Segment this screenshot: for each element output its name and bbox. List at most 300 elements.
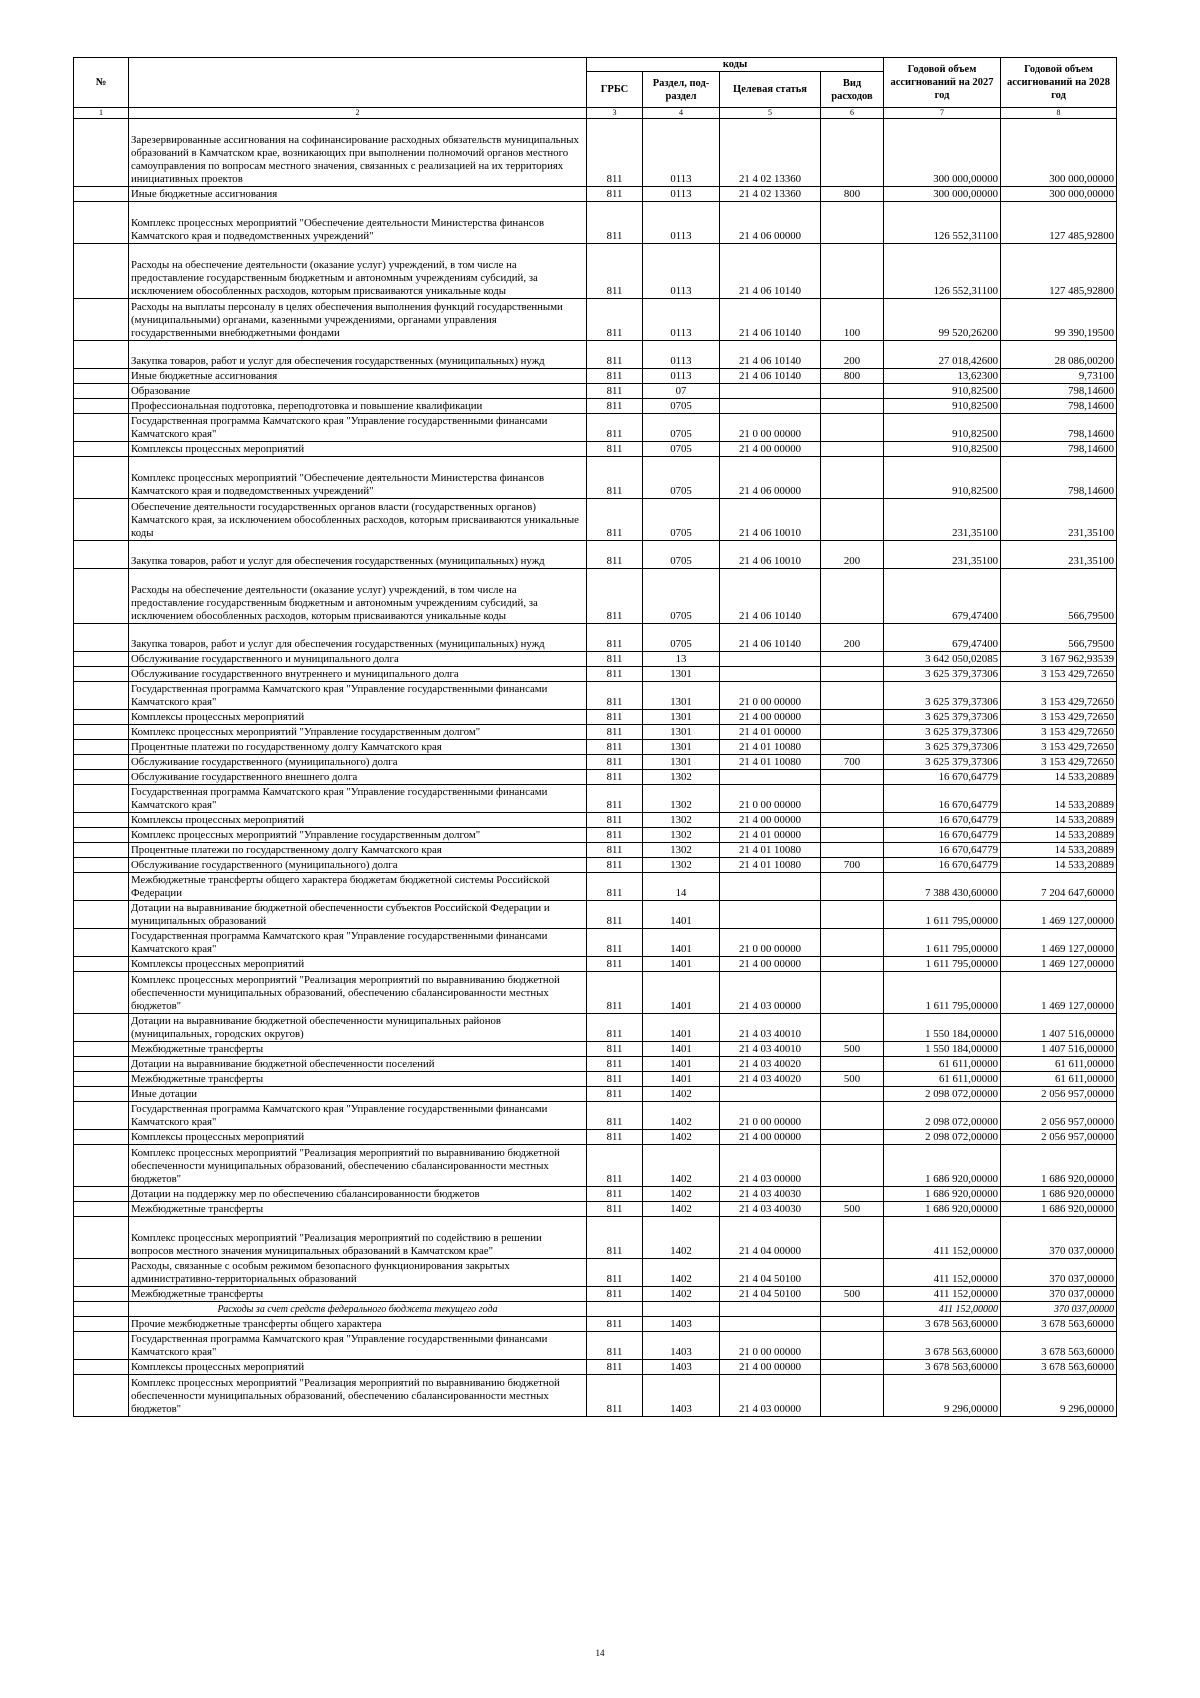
row-number-cell (74, 770, 129, 785)
amount-2028: 1 469 127,00000 (1001, 957, 1117, 972)
amount-2027: 3 625 379,37306 (884, 755, 1001, 770)
section-code (643, 1302, 720, 1317)
section-code: 1402 (643, 1102, 720, 1130)
amount-2028: 3 153 429,72650 (1001, 725, 1117, 740)
amount-2027: 126 552,31100 (884, 244, 1001, 299)
table-row (74, 457, 1117, 499)
target-article: 21 4 06 10140 (720, 341, 821, 369)
item-name: Межбюджетные трансферты (129, 1202, 587, 1217)
grbs-code: 811 (587, 785, 643, 813)
row-number-cell (74, 1087, 129, 1102)
expense-type (821, 569, 884, 624)
row-number-cell (74, 1302, 129, 1317)
target-article: 21 4 04 50100 (720, 1287, 821, 1302)
grbs-code: 811 (587, 299, 643, 341)
section-code: 1402 (643, 1187, 720, 1202)
row-number-cell (74, 785, 129, 813)
amount-2028: 14 533,20889 (1001, 828, 1117, 843)
item-name: Комплекс процессных мероприятий "Обеспечение деятельности Министерства финансов Камчатского края и подведомственных учреждений" (129, 457, 587, 499)
expense-type: 800 (821, 369, 884, 384)
row-number-cell (74, 187, 129, 202)
table-row (74, 740, 1117, 755)
row-number-cell (74, 414, 129, 442)
target-article (720, 667, 821, 682)
table-row (74, 682, 1117, 710)
header-vid: Вид расходов (821, 72, 884, 108)
grbs-code: 811 (587, 399, 643, 414)
section-code: 1402 (643, 1287, 720, 1302)
row-number-cell (74, 341, 129, 369)
item-name: Расходы на выплаты персоналу в целях обеспечения выполнения функций государственными (муниципальными) органами, казенными учреждениями, органами управления государственными внебюджетными фондами (129, 299, 587, 341)
amount-2027: 3 625 379,37306 (884, 682, 1001, 710)
amount-2027: 3 625 379,37306 (884, 740, 1001, 755)
expense-type (821, 873, 884, 901)
amount-2027: 1 550 184,00000 (884, 1042, 1001, 1057)
col-index: 1 (74, 108, 129, 119)
expense-type (821, 244, 884, 299)
section-code: 0113 (643, 369, 720, 384)
table-row (74, 710, 1117, 725)
item-name: Межбюджетные трансферты общего характера бюджетам бюджетной системы Российской Федерации (129, 873, 587, 901)
item-name: Дотации на выравнивание бюджетной обеспеченности поселений (129, 1057, 587, 1072)
row-number-cell (74, 499, 129, 541)
row-number-cell (74, 1057, 129, 1072)
grbs-code: 811 (587, 1057, 643, 1072)
expense-type (821, 442, 884, 457)
table-row (74, 972, 1117, 1014)
item-name: Государственная программа Камчатского края "Управление государственными финансами Камчатского края" (129, 682, 587, 710)
item-name: Закупка товаров, работ и услуг для обеспечения государственных (муниципальных) нужд (129, 624, 587, 652)
amount-2027: 27 018,42600 (884, 341, 1001, 369)
target-article: 21 4 03 00000 (720, 972, 821, 1014)
amount-2027: 16 670,64779 (884, 785, 1001, 813)
row-number-cell (74, 1187, 129, 1202)
target-article: 21 0 00 00000 (720, 785, 821, 813)
table-row (74, 399, 1117, 414)
target-article: 21 4 01 10080 (720, 843, 821, 858)
row-number-cell (74, 813, 129, 828)
grbs-code: 811 (587, 901, 643, 929)
amount-2027: 910,82500 (884, 399, 1001, 414)
item-name: Образование (129, 384, 587, 399)
row-number-cell (74, 1259, 129, 1287)
grbs-code: 811 (587, 858, 643, 873)
amount-2028: 28 086,00200 (1001, 341, 1117, 369)
grbs-code: 811 (587, 341, 643, 369)
table-row (74, 1145, 1117, 1187)
item-name: Процентные платежи по государственному долгу Камчатского края (129, 740, 587, 755)
section-code: 1302 (643, 785, 720, 813)
item-name: Расходы на обеспечение деятельности (оказание услуг) учреждений, в том числе на предоставление государственным бюджетным и автономным учреждениям субсидий, за исключением обособленных расходов, которым присваиваются уникальные коды (129, 244, 587, 299)
section-code: 1403 (643, 1317, 720, 1332)
amount-2028: 7 204 647,60000 (1001, 873, 1117, 901)
item-name: Расходы за счет средств федерального бюджета текущего года (129, 1302, 587, 1317)
grbs-code: 811 (587, 1217, 643, 1259)
amount-2027: 1 611 795,00000 (884, 901, 1001, 929)
amount-2028: 14 533,20889 (1001, 843, 1117, 858)
target-article: 21 4 00 00000 (720, 1360, 821, 1375)
expense-type (821, 414, 884, 442)
amount-2028: 231,35100 (1001, 541, 1117, 569)
target-article: 21 4 06 10010 (720, 541, 821, 569)
table-row (74, 1072, 1117, 1087)
section-code: 1401 (643, 1057, 720, 1072)
grbs-code: 811 (587, 569, 643, 624)
section-code: 0705 (643, 414, 720, 442)
grbs-code: 811 (587, 1360, 643, 1375)
grbs-code: 811 (587, 1145, 643, 1187)
grbs-code: 811 (587, 1042, 643, 1057)
amount-2028: 9 296,00000 (1001, 1375, 1117, 1417)
expense-type (821, 929, 884, 957)
amount-2027: 1 611 795,00000 (884, 972, 1001, 1014)
table-row (74, 725, 1117, 740)
table-row (74, 569, 1117, 624)
expense-type (821, 1217, 884, 1259)
target-article: 21 4 06 10140 (720, 244, 821, 299)
item-name: Государственная программа Камчатского края "Управление государственными финансами Камчатского края" (129, 929, 587, 957)
grbs-code: 811 (587, 1317, 643, 1332)
amount-2027: 679,47400 (884, 624, 1001, 652)
amount-2028: 2 056 957,00000 (1001, 1087, 1117, 1102)
table-row (74, 1130, 1117, 1145)
table-row (74, 119, 1117, 187)
amount-2028: 3 167 962,93539 (1001, 652, 1117, 667)
row-number-cell (74, 1317, 129, 1332)
amount-2027: 126 552,31100 (884, 202, 1001, 244)
amount-2028: 14 533,20889 (1001, 813, 1117, 828)
row-number-cell (74, 972, 129, 1014)
row-number-cell (74, 858, 129, 873)
table-row (74, 414, 1117, 442)
amount-2028: 3 153 429,72650 (1001, 755, 1117, 770)
amount-2027: 3 625 379,37306 (884, 667, 1001, 682)
expense-type: 700 (821, 755, 884, 770)
item-name: Комплекс процессных мероприятий "Реализация мероприятий по выравниванию бюджетной обеспеченности муниципальных образований, обеспечению сбалансированности местных бюджетов" (129, 1375, 587, 1417)
row-number-cell (74, 244, 129, 299)
amount-2028: 798,14600 (1001, 399, 1117, 414)
target-article: 21 4 06 10140 (720, 299, 821, 341)
expense-type (821, 1145, 884, 1187)
target-article: 21 4 06 10140 (720, 369, 821, 384)
row-number-cell (74, 1145, 129, 1187)
section-code: 0705 (643, 624, 720, 652)
section-code: 0705 (643, 399, 720, 414)
table-row (74, 1057, 1117, 1072)
row-number-cell (74, 541, 129, 569)
table-row (74, 499, 1117, 541)
amount-2027: 16 670,64779 (884, 843, 1001, 858)
item-name: Межбюджетные трансферты (129, 1287, 587, 1302)
target-article: 21 4 03 00000 (720, 1145, 821, 1187)
row-number-cell (74, 569, 129, 624)
amount-2027: 1 686 920,00000 (884, 1202, 1001, 1217)
table-row (74, 1259, 1117, 1287)
target-article: 21 4 06 10010 (720, 499, 821, 541)
grbs-code: 811 (587, 1014, 643, 1042)
section-code: 1301 (643, 755, 720, 770)
amount-2027: 1 611 795,00000 (884, 929, 1001, 957)
expense-type (821, 682, 884, 710)
expense-type (821, 1375, 884, 1417)
amount-2027: 16 670,64779 (884, 813, 1001, 828)
row-number-cell (74, 901, 129, 929)
target-article (720, 873, 821, 901)
section-code: 0113 (643, 299, 720, 341)
row-number-cell (74, 624, 129, 652)
budget-table (73, 57, 1117, 1417)
amount-2028: 798,14600 (1001, 414, 1117, 442)
amount-2027: 411 152,00000 (884, 1259, 1001, 1287)
grbs-code: 811 (587, 972, 643, 1014)
amount-2027: 61 611,00000 (884, 1072, 1001, 1087)
amount-2028: 14 533,20889 (1001, 770, 1117, 785)
section-code: 1402 (643, 1145, 720, 1187)
expense-type (821, 499, 884, 541)
target-article: 21 4 02 13360 (720, 187, 821, 202)
item-name: Обслуживание государственного (муниципального) долга (129, 858, 587, 873)
amount-2027: 1 686 920,00000 (884, 1187, 1001, 1202)
amount-2028: 3 678 563,60000 (1001, 1332, 1117, 1360)
section-code: 1403 (643, 1360, 720, 1375)
amount-2027: 7 388 430,60000 (884, 873, 1001, 901)
section-code: 1402 (643, 1087, 720, 1102)
amount-2027: 2 098 072,00000 (884, 1102, 1001, 1130)
target-article: 21 4 04 50100 (720, 1259, 821, 1287)
expense-type: 200 (821, 341, 884, 369)
expense-type (821, 1259, 884, 1287)
section-code: 0113 (643, 244, 720, 299)
section-code: 1302 (643, 813, 720, 828)
item-name: Иные бюджетные ассигнования (129, 187, 587, 202)
expense-type: 800 (821, 187, 884, 202)
grbs-code: 811 (587, 414, 643, 442)
table-row (74, 1287, 1117, 1302)
header-section: Раздел, под-раздел (643, 72, 720, 108)
section-code: 1302 (643, 843, 720, 858)
row-number-cell (74, 1332, 129, 1360)
table-row (74, 299, 1117, 341)
amount-2027: 9 296,00000 (884, 1375, 1001, 1417)
section-code: 1402 (643, 1217, 720, 1259)
target-article: 21 0 00 00000 (720, 1332, 821, 1360)
expense-type (821, 1057, 884, 1072)
amount-2027: 2 098 072,00000 (884, 1087, 1001, 1102)
row-number-cell (74, 873, 129, 901)
grbs-code: 811 (587, 541, 643, 569)
table-row (74, 770, 1117, 785)
table-row (74, 828, 1117, 843)
expense-type: 500 (821, 1287, 884, 1302)
table-row (74, 858, 1117, 873)
section-code: 1403 (643, 1375, 720, 1417)
target-article: 21 4 04 00000 (720, 1217, 821, 1259)
row-number-cell (74, 1202, 129, 1217)
item-name: Расходы на обеспечение деятельности (оказание услуг) учреждений, в том числе на предоставление государственным бюджетным и автономным учреждениям субсидий, за исключением обособленных расходов, которым присваиваются уникальные коды (129, 569, 587, 624)
expense-type (821, 725, 884, 740)
amount-2027: 300 000,00000 (884, 187, 1001, 202)
amount-2027: 231,35100 (884, 499, 1001, 541)
item-name: Процентные платежи по государственному долгу Камчатского края (129, 843, 587, 858)
page-number: 14 (595, 1648, 605, 1658)
table-row (74, 1202, 1117, 1217)
target-article: 21 4 01 00000 (720, 828, 821, 843)
amount-2027: 300 000,00000 (884, 119, 1001, 187)
expense-type (821, 785, 884, 813)
section-code: 0705 (643, 442, 720, 457)
item-name: Комплексы процессных мероприятий (129, 957, 587, 972)
section-code: 1302 (643, 770, 720, 785)
amount-2028: 3 678 563,60000 (1001, 1360, 1117, 1375)
grbs-code: 811 (587, 1102, 643, 1130)
row-number-cell (74, 682, 129, 710)
target-article: 21 4 03 40020 (720, 1072, 821, 1087)
item-name: Обслуживание государственного внутреннего и муниципального долга (129, 667, 587, 682)
section-code: 1403 (643, 1332, 720, 1360)
item-name: Дотации на выравнивание бюджетной обеспеченности муниципальных районов (муниципальных, городских округов) (129, 1014, 587, 1042)
amount-2028: 370 037,00000 (1001, 1287, 1117, 1302)
amount-2028: 1 686 920,00000 (1001, 1145, 1117, 1187)
section-code: 0113 (643, 187, 720, 202)
expense-type (821, 399, 884, 414)
amount-2028: 127 485,92800 (1001, 202, 1117, 244)
col-index: 8 (1001, 108, 1117, 119)
section-code: 0113 (643, 341, 720, 369)
target-article (720, 770, 821, 785)
table-row (74, 341, 1117, 369)
amount-2027: 16 670,64779 (884, 828, 1001, 843)
grbs-code: 811 (587, 1202, 643, 1217)
section-code: 1401 (643, 1042, 720, 1057)
amount-2027: 3 642 050,02085 (884, 652, 1001, 667)
grbs-code: 811 (587, 725, 643, 740)
grbs-code: 811 (587, 873, 643, 901)
amount-2027: 411 152,00000 (884, 1302, 1001, 1317)
table-row (74, 1014, 1117, 1042)
section-code: 1301 (643, 740, 720, 755)
expense-type (821, 1130, 884, 1145)
grbs-code: 811 (587, 667, 643, 682)
grbs-code: 811 (587, 384, 643, 399)
section-code: 14 (643, 873, 720, 901)
section-code: 1401 (643, 1014, 720, 1042)
amount-2028: 370 037,00000 (1001, 1302, 1117, 1317)
expense-type: 200 (821, 541, 884, 569)
target-article (720, 1302, 821, 1317)
item-name: Комплексы процессных мероприятий (129, 1130, 587, 1145)
item-name: Обеспечение деятельности государственных органов власти (государственных органов) Камчатского края, за исключением обособленных расходов, которым присваиваются уникальные коды (129, 499, 587, 541)
expense-type (821, 1332, 884, 1360)
target-article (720, 1087, 821, 1102)
grbs-code: 811 (587, 740, 643, 755)
target-article: 21 0 00 00000 (720, 1102, 821, 1130)
expense-type (821, 1087, 884, 1102)
grbs-code: 811 (587, 1072, 643, 1087)
header-codes: коды (587, 58, 884, 72)
grbs-code: 811 (587, 710, 643, 725)
target-article: 21 4 03 40010 (720, 1042, 821, 1057)
grbs-code: 811 (587, 244, 643, 299)
expense-type: 100 (821, 299, 884, 341)
amount-2027: 231,35100 (884, 541, 1001, 569)
table-row (74, 624, 1117, 652)
expense-type (821, 384, 884, 399)
section-code: 1302 (643, 828, 720, 843)
expense-type (821, 1187, 884, 1202)
grbs-code: 811 (587, 652, 643, 667)
amount-2028: 370 037,00000 (1001, 1217, 1117, 1259)
table-row (74, 667, 1117, 682)
target-article: 21 4 06 00000 (720, 457, 821, 499)
amount-2028: 2 056 957,00000 (1001, 1130, 1117, 1145)
amount-2028: 798,14600 (1001, 442, 1117, 457)
amount-2028: 1 407 516,00000 (1001, 1042, 1117, 1057)
section-code: 1301 (643, 710, 720, 725)
amount-2028: 1 469 127,00000 (1001, 901, 1117, 929)
target-article: 21 4 06 00000 (720, 202, 821, 244)
item-name: Зарезервированные ассигнования на софинансирование расходных обязательств муниципальных образований в Камчатском крае, возникающих при выполнении полномочий органов местного самоуправления по вопросам местного значения, связанных с реализацией на их территориях инициативных проектов (129, 119, 587, 187)
table-row (74, 1217, 1117, 1259)
row-number-cell (74, 929, 129, 957)
item-name: Комплексы процессных мероприятий (129, 442, 587, 457)
section-code: 0113 (643, 119, 720, 187)
item-name: Комплекс процессных мероприятий "Управление государственным долгом" (129, 828, 587, 843)
amount-2028: 370 037,00000 (1001, 1259, 1117, 1287)
item-name: Межбюджетные трансферты (129, 1042, 587, 1057)
item-name: Обслуживание государственного внешнего долга (129, 770, 587, 785)
amount-2027: 3 678 563,60000 (884, 1317, 1001, 1332)
amount-2028: 3 678 563,60000 (1001, 1317, 1117, 1332)
item-name: Комплекс процессных мероприятий "Обеспечение деятельности Министерства финансов Камчатского края и подведомственных учреждений" (129, 202, 587, 244)
expense-type (821, 667, 884, 682)
item-name: Государственная программа Камчатского края "Управление государственными финансами Камчатского края" (129, 785, 587, 813)
section-code: 1301 (643, 682, 720, 710)
header-name (129, 58, 587, 108)
expense-type (821, 652, 884, 667)
expense-type: 700 (821, 858, 884, 873)
table-row (74, 244, 1117, 299)
table-row (74, 541, 1117, 569)
amount-2028: 798,14600 (1001, 384, 1117, 399)
expense-type: 500 (821, 1042, 884, 1057)
row-number-cell (74, 1072, 129, 1087)
amount-2027: 3 678 563,60000 (884, 1332, 1001, 1360)
target-article: 21 4 03 40020 (720, 1057, 821, 1072)
table-row (74, 1317, 1117, 1332)
amount-2027: 3 625 379,37306 (884, 710, 1001, 725)
amount-2027: 1 550 184,00000 (884, 1014, 1001, 1042)
target-article: 21 4 01 00000 (720, 725, 821, 740)
section-code: 1402 (643, 1130, 720, 1145)
expense-type (821, 740, 884, 755)
grbs-code: 811 (587, 442, 643, 457)
section-code: 0113 (643, 202, 720, 244)
row-number-cell (74, 652, 129, 667)
amount-2028: 3 153 429,72650 (1001, 682, 1117, 710)
section-code: 1402 (643, 1259, 720, 1287)
grbs-code: 811 (587, 1130, 643, 1145)
row-number-cell (74, 399, 129, 414)
expense-type (821, 828, 884, 843)
section-code: 1401 (643, 957, 720, 972)
grbs-code: 811 (587, 1187, 643, 1202)
section-code: 0705 (643, 457, 720, 499)
col-index: 6 (821, 108, 884, 119)
row-number-cell (74, 202, 129, 244)
row-number-cell (74, 1130, 129, 1145)
item-name: Обслуживание государственного и муниципального долга (129, 652, 587, 667)
amount-2028: 3 153 429,72650 (1001, 667, 1117, 682)
